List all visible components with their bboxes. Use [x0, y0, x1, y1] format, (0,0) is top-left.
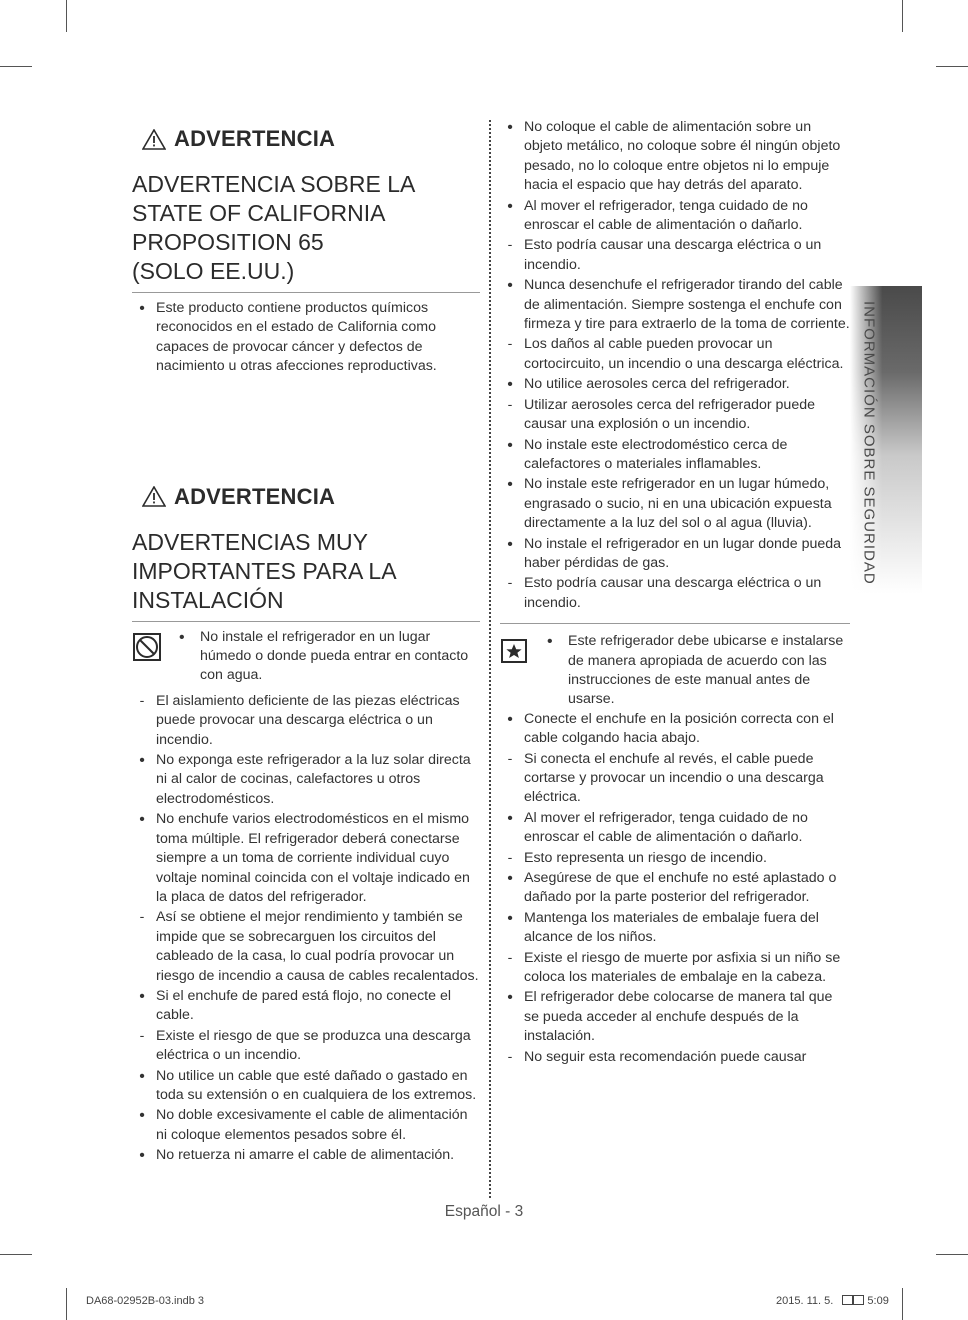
list-item-text: Utilizar aerosoles cerca del refrigerador puede causar una explosión o un incendio. — [524, 396, 815, 433]
list-item-text: No exponga este refrigerador a la luz solar directa ni al calor de cocinas, calefactores u otros electrodomésticos. — [156, 752, 471, 807]
list-item — [500, 396, 850, 435]
list-item-text: No instale este electrodoméstico cerca de calefactores o materiales inflamables. — [524, 436, 788, 472]
warning-heading — [142, 484, 480, 510]
crop-mark — [902, 0, 903, 32]
title-line: PROPOSITION 65 — [132, 229, 324, 255]
right-column — [500, 118, 850, 1068]
list-item-text: No enchufe varios electrodomésticos en el mismo toma múltiple. El refrigerador deberá conectarse siempre a un toma de corriente individual cuyo voltaje nominal coincida con el voltaje indicado en la placa de datos del refrigerador. — [156, 811, 470, 905]
list-item — [500, 809, 850, 848]
side-tab-text: INFORMACIÓN SOBRE SEGURIDAD — [860, 301, 878, 585]
bullet-marker: • — [507, 535, 513, 553]
list-item-text: El refrigerador debe colocarse de manera tal que se pueda acceder al enchufe después de la instalación. — [524, 989, 833, 1045]
list-item-text: Este refrigerador debe ubicarse e instalarse de manera apropiada de acuerdo con las instrucciones de este manual antes de usarse. — [568, 633, 844, 708]
title-line: STATE OF CALIFORNIA — [132, 200, 386, 226]
bullet-marker: • — [139, 752, 145, 770]
dash-marker: - — [507, 949, 513, 966]
list-item — [500, 436, 850, 475]
prop65-list — [132, 299, 480, 377]
warning-heading-text: ADVERTENCIA — [174, 126, 336, 151]
title-line: INSTALACIÓN — [132, 586, 284, 613]
installation-list-2 — [500, 710, 850, 1067]
page-number: Español - 3 — [444, 1203, 524, 1220]
list-item-text: Nunca desenchufe el refrigerador tirando del cable de alimentación. Siempre sostenga el enchufe con firmeza y tire para extraerlo de la toma de corriente. — [524, 277, 850, 333]
list-item-text: No instale el refrigerador en un lugar húmedo o donde pueda entrar en contacto con agua. — [200, 628, 469, 684]
list-item-text: Existe el riesgo de que se produzca una descarga eléctrica o un incendio. — [156, 1027, 471, 1064]
cable-list — [500, 118, 850, 613]
footer-page-icon — [853, 1295, 864, 1305]
list-item — [132, 751, 480, 809]
dash-marker: - — [507, 237, 513, 254]
list-item — [500, 710, 850, 749]
dash-marker: - — [507, 750, 513, 767]
bullet-marker: • — [139, 1107, 145, 1125]
list-item-text: No coloque el cable de alimentación sobre un objeto metálico, no coloque sobre él ningún objeto pesado, no lo coloque entre objetos ni lo empuje hacia el espacio que hay detrás del aparato. — [524, 119, 841, 194]
list-item-text: Los daños al cable pueden provocar un cortocircuito, un incendio o una descarga eléctrica. — [524, 336, 844, 372]
title-line: (SOLO EE.UU.) — [132, 258, 295, 284]
column-divider — [489, 120, 491, 1198]
list-item-text: No instale el refrigerador en un lugar donde pueda haber pérdidas de gas. — [524, 535, 842, 571]
bullet-marker: • — [507, 119, 513, 136]
list-item-text: Si el enchufe de pared está flojo, no conecte el cable. — [156, 987, 451, 1024]
list-item — [132, 908, 480, 986]
list-item-text: Así se obtiene el mejor rendimiento y también se impide que se sobrecarguen los circuitos del cableado de la casa, lo cual podría provocar un riesgo de incendio a causa de cables recalentados. — [156, 909, 479, 984]
list-item — [500, 335, 850, 374]
dash-marker: - — [139, 909, 145, 926]
bullet-marker: • — [507, 809, 513, 827]
dash-marker: - — [507, 849, 513, 866]
dash-marker: - — [139, 692, 145, 709]
list-item — [500, 988, 850, 1046]
list-item — [500, 849, 850, 868]
list-item — [500, 1048, 850, 1067]
list-item — [500, 276, 850, 334]
list-item — [544, 632, 850, 710]
list-item — [132, 1106, 480, 1145]
left-column — [132, 118, 480, 1167]
crop-mark — [0, 1254, 32, 1255]
bullet-marker: • — [547, 633, 553, 651]
footer-file: DA68-02952B-03.indb 3 — [86, 1295, 205, 1307]
bullet-marker: • — [507, 277, 513, 295]
list-item — [500, 909, 850, 948]
bullet-marker: • — [507, 909, 513, 927]
list-item-text: Al mover el refrigerador, tenga cuidado de no enroscar el cable de alimentación o dañarlo. — [524, 197, 808, 234]
warning-heading-text: ADVERTENCIA — [174, 483, 336, 509]
title-line: IMPORTANTES PARA LA — [132, 557, 397, 584]
list-item-text: Si conecta el enchufe al revés, el cable puede cortarse y provocar un incendio o una descarga eléctrica. — [524, 750, 824, 806]
list-item — [500, 118, 850, 196]
bullet-marker: • — [507, 476, 513, 494]
star-note-icon — [500, 636, 530, 666]
list-item — [500, 574, 850, 613]
bullet-marker: • — [507, 436, 513, 454]
list-item — [500, 750, 850, 808]
list-item-text: No utilice un cable que esté dañado o gastado en toda su extensión o en cualquiera de los extremos. — [156, 1067, 477, 1103]
list-item — [132, 299, 480, 377]
list-item-text: Conecte el enchufe en la posición correcta con el cable colgando hacia abajo. — [524, 710, 834, 747]
list-item-text: Esto podría causar una descarga eléctrica o un incendio. — [524, 575, 822, 611]
prohibited-row — [132, 628, 480, 686]
bullet-marker: • — [139, 987, 145, 1005]
list-item — [132, 1067, 480, 1106]
list-item — [500, 475, 850, 533]
list-item-text: Existe el riesgo de muerte por asfixia si un niño se coloca los materiales de embalaje en la cabeza. — [524, 949, 841, 986]
title-line: ADVERTENCIA SOBRE LA — [132, 171, 416, 197]
note-row — [500, 632, 850, 710]
crop-mark — [66, 0, 67, 32]
list-item-text: Al mover el refrigerador, tenga cuidado de no enroscar el cable de alimentación o dañarlo. — [524, 809, 808, 846]
list-item-text: No retuerza ni amarre el cable de alimentación. — [156, 1147, 455, 1164]
installation-list — [132, 692, 480, 1166]
bullet-marker: • — [507, 197, 513, 215]
side-tab-label — [858, 298, 880, 588]
footer-time: 5:09 — [867, 1295, 889, 1307]
list-item — [500, 375, 850, 394]
bullet-marker: • — [507, 870, 513, 888]
footer-date — [776, 1295, 889, 1307]
list-item-text: No utilice aerosoles cerca del refrigerador. — [524, 376, 790, 393]
warning-heading — [142, 126, 480, 152]
footer-page-icon — [842, 1295, 853, 1305]
list-item-text: Asegúrese de que el enchufe no esté aplastado o dañado por la parte posterior del refrigerador. — [524, 870, 837, 906]
list-item — [132, 987, 480, 1026]
divider — [500, 623, 850, 624]
bullet-marker: • — [507, 710, 513, 728]
list-item-text: No instale este refrigerador en un lugar húmedo, engrasado o sucio, ni en una ubicación expuesta directamente a la luz del sol o al agua (lluvia). — [524, 476, 832, 532]
list-item — [132, 1146, 480, 1165]
bullet-marker: • — [507, 989, 513, 1007]
section-title-installation — [132, 528, 480, 622]
list-item — [500, 535, 850, 574]
title-line: ADVERTENCIAS MUY — [132, 528, 369, 555]
bullet-marker: • — [507, 376, 513, 394]
list-item-text: Esto representa un riesgo de incendio. — [524, 849, 767, 866]
dash-marker: - — [507, 1048, 513, 1065]
warning-triangle-icon — [142, 129, 166, 150]
bullet-marker: • — [179, 628, 185, 646]
crop-mark — [66, 1288, 67, 1320]
dash-marker: - — [507, 575, 513, 592]
list-item — [132, 810, 480, 907]
crop-mark — [936, 1254, 968, 1255]
list-item-text: No doble excesivamente el cable de alimentación ni coloque elementos pesados sobre él. — [156, 1107, 468, 1143]
list-item — [500, 949, 850, 988]
bullet-marker: • — [139, 1067, 145, 1085]
dash-marker: - — [507, 336, 513, 353]
bullet-marker: • — [139, 1147, 145, 1165]
warning-triangle-icon — [142, 486, 166, 507]
list-item — [176, 628, 480, 686]
list-item — [132, 1027, 480, 1066]
section-title-prop65 — [132, 170, 480, 293]
list-item-text: Esto podría causar una descarga eléctrica o un incendio. — [524, 237, 822, 273]
list-item — [500, 869, 850, 908]
list-item — [500, 236, 850, 275]
dash-marker: - — [507, 396, 513, 413]
list-item-text: El aislamiento deficiente de las piezas eléctricas puede provocar una descarga eléctrica o un incendio. — [156, 692, 460, 748]
prohibited-icon — [132, 632, 162, 662]
crop-mark — [936, 66, 968, 67]
footer-date-text: 2015. 11. 5. — [776, 1295, 834, 1307]
list-item-text: No seguir esta recomendación puede causar — [524, 1048, 807, 1065]
bullet-marker: • — [139, 300, 145, 317]
list-item-text: Mantenga los materiales de embalaje fuera del alcance de los niños. — [524, 909, 819, 946]
list-item — [500, 197, 850, 236]
dash-marker: - — [139, 1027, 145, 1044]
list-item-text: Este producto contiene productos químicos reconocidos en el estado de California como capaces de provocar cáncer y defectos de nacimiento u otras afecciones reproductivas. — [156, 300, 437, 375]
bullet-marker: • — [139, 811, 145, 829]
crop-mark — [0, 66, 32, 67]
list-item — [132, 692, 480, 750]
crop-mark — [902, 1288, 903, 1320]
